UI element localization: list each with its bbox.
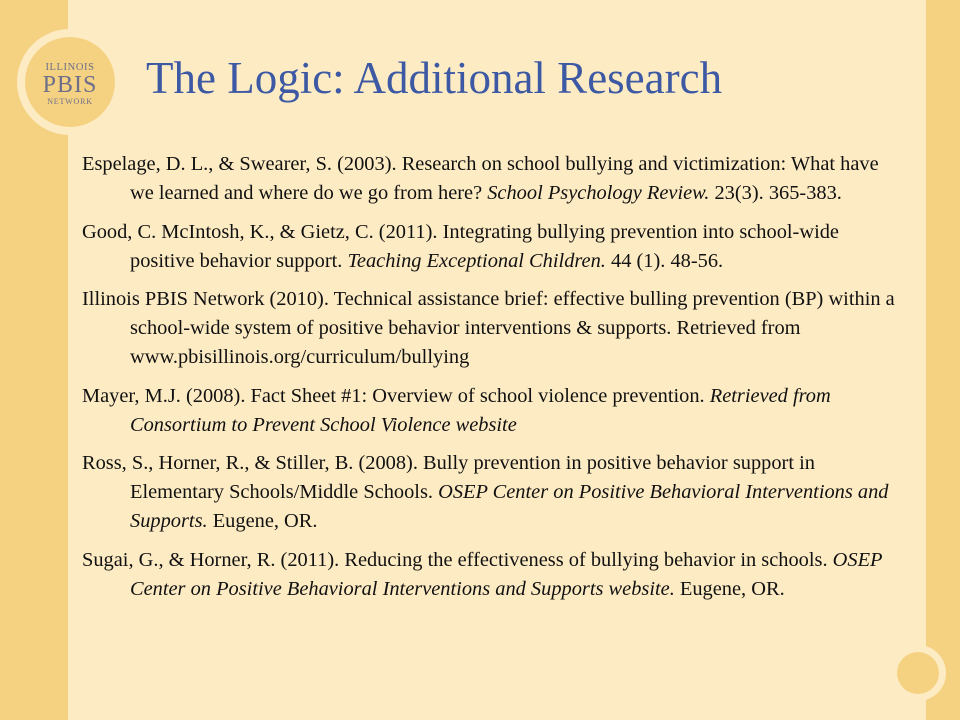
reference-text: Good, C. McIntosh, K., & Gietz, C. (2011). Integrating bullying prevention into school-wide positive behavior support.	[82, 220, 839, 272]
reference-list	[82, 150, 904, 613]
slide-title: The Logic: Additional Research	[146, 53, 723, 103]
reference-source: OSEP Center on Positive Behavioral Interventions and Supports.	[130, 481, 889, 532]
reference-text: Sugai, G., & Horner, R. (2011). Reducing the effectiveness of bullying behavior in schools.	[82, 548, 833, 571]
reference-item	[82, 546, 904, 604]
reference-details: Eugene, OR.	[674, 577, 785, 600]
reference-text: Ross, S., Horner, R., & Stiller, B. (2008). Bully prevention in positive behavior support in Elementary Schools/Middle Schools.	[82, 452, 815, 503]
logo-line-network: NETWORK	[47, 97, 93, 106]
reference-source: OSEP Center on Positive Behavioral Interventions and Supports website.	[130, 548, 883, 600]
corner-decoration-disc	[897, 652, 939, 694]
reference-item	[82, 285, 904, 372]
reference-details: 23(3). 365-383.	[709, 182, 842, 204]
reference-item	[82, 150, 904, 208]
reference-details: 44 (1). 48-56.	[605, 249, 724, 272]
reference-details: Eugene, OR.	[207, 510, 318, 532]
reference-source: Teaching Exceptional Children.	[347, 249, 606, 272]
logo-line-illinois: ILLINOIS	[45, 62, 95, 73]
logo-line-pbis: PBIS	[42, 72, 98, 98]
reference-source: Retrieved from Consortium to Prevent School Violence website	[130, 384, 831, 436]
illinois-pbis-network-logo	[25, 37, 115, 127]
right-accent-band	[926, 0, 960, 720]
reference-item	[82, 218, 904, 276]
reference-text: Espelage, D. L., & Swearer, S. (2003). Research on school bullying and victimization: What have we learned and where do we go from here?	[82, 153, 879, 204]
reference-text: Illinois PBIS Network (2010). Technical assistance brief: effective bulling prevention (BP) within a school-wide system of positive behavior interventions & supports. Retrieved from www.pbisillinois.org/curriculum/bullying	[82, 288, 895, 368]
reference-item	[82, 382, 904, 440]
reference-item	[82, 449, 904, 536]
reference-source: School Psychology Review.	[487, 182, 710, 204]
reference-text: Mayer, M.J. (2008). Fact Sheet #1: Overview of school violence prevention.	[82, 384, 710, 407]
